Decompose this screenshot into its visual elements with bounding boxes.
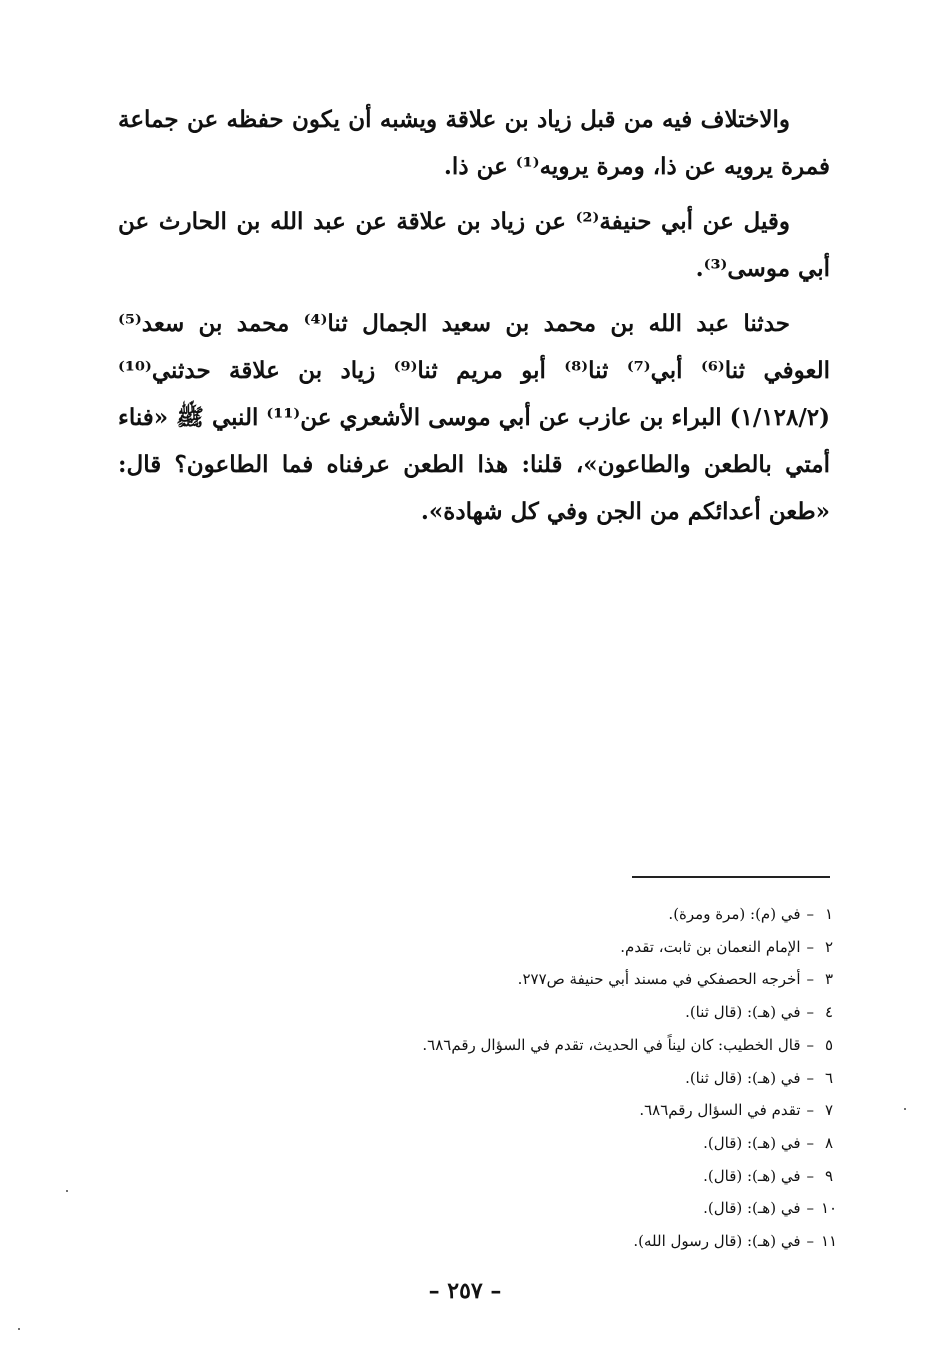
scan-speck — [18, 1328, 20, 1330]
footnote-text: تقدم في السؤال رقم٦٨٦. — [639, 1101, 801, 1120]
footnote-text: في (هـ): (قال ثنا). — [685, 1003, 801, 1022]
page-number: – ٢٥٧ – — [428, 1278, 502, 1304]
scan-speck — [66, 1190, 68, 1192]
footnotes-list — [278, 898, 838, 1258]
paragraph-1: والاختلاف فيه من قبل زياد بن علاقة ويشبه أن يكون حفظه عن جماعة فمرة يرويه عن ذا، ومرة يرويه⁽¹⁾ عن ذا. — [118, 106, 830, 180]
footnote-number: ٣ — [824, 970, 834, 989]
footnote-text: في (هـ): (قال). — [703, 1199, 801, 1218]
footnote-number: ٨ — [824, 1133, 834, 1152]
footnote-number: ٩ — [824, 1166, 834, 1185]
footnote-item: ٥–قال الخطيب: كان ليناً في الحديث، تقدم في السؤال رقم٦٨٦. — [278, 1029, 838, 1062]
footnote-item: ١١–في (هـ): (قال رسول الله). — [278, 1225, 838, 1258]
footnote-item: ٩–في (هـ): (قال). — [278, 1160, 838, 1193]
footnote-text: في (هـ): (قال ثنا). — [685, 1068, 801, 1087]
footnote-item: ٤–في (هـ): (قال ثنا). — [278, 996, 838, 1029]
footnote-text: في (هـ): (قال). — [703, 1166, 801, 1185]
footnote-number: ٥ — [824, 1035, 834, 1054]
footnote-number: ٤ — [824, 1003, 834, 1022]
footnote-text: الإمام النعمان بن ثابت، تقدم. — [620, 937, 801, 956]
footnote-number: ٧ — [824, 1101, 834, 1120]
footnote-text: في (هـ): (قال). — [703, 1133, 801, 1152]
footnote-item: ١–في (م): (مرة ومرة). — [278, 898, 838, 931]
footnote-separator — [632, 876, 830, 878]
footnote-item: ٦–في (هـ): (قال ثنا). — [278, 1062, 838, 1095]
footnote-item: ١٠–في (هـ): (قال). — [278, 1192, 838, 1225]
footnote-text: في (هـ): (قال رسول الله). — [633, 1232, 801, 1251]
footnote-item: ٢–الإمام النعمان بن ثابت، تقدم. — [278, 931, 838, 964]
main-text — [118, 96, 830, 535]
footnote-text: أخرجه الحصفكي في مسند أبي حنيفة ص٢٧٧. — [517, 970, 801, 989]
paragraph-2: وقيل عن أبي حنيفة⁽²⁾ عن زياد بن علاقة عن عبد الله بن الحارث عن أبي موسى⁽³⁾. — [118, 208, 830, 282]
footnote-number: ١٠ — [820, 1199, 838, 1218]
footnote-item: ٣–أخرجه الحصفكي في مسند أبي حنيفة ص٢٧٧. — [278, 963, 838, 996]
footnote-text: في (م): (مرة ومرة). — [668, 905, 801, 923]
footnote-item: ٧–تقدم في السؤال رقم٦٨٦. — [278, 1094, 838, 1127]
footnote-text: قال الخطيب: كان ليناً في الحديث، تقدم في السؤال رقم٦٨٦. — [422, 1035, 801, 1054]
footnote-number: ١ — [824, 905, 834, 923]
paragraph-3: حدثنا عبد الله بن محمد بن سعيد الجمال ثنا⁽⁴⁾ محمد بن سعد⁽⁵⁾ العوفي ثنا⁽⁶⁾ أبي⁽⁷⁾ ثنا⁽⁸⁾ أبو مريم ثنا⁽⁹⁾ زياد بن علاقة حدثني⁽¹⁰⁾ (١/١٢٨/٢) البراء بن عازب عن أبي موسى الأشعري عن⁽¹¹⁾ النبي ﷺ «فناء أمتي بالطعن والطاعون»، قلنا: هذا الطعن عرفناه فما الطاعون؟ قال: «طعن أعدائكم من الجن وفي كل شهادة». — [118, 310, 830, 525]
footnote-item: ٨–في (هـ): (قال). — [278, 1127, 838, 1160]
scan-speck — [904, 1108, 906, 1110]
footnote-number: ٦ — [824, 1068, 834, 1087]
footnote-number: ١١ — [820, 1232, 838, 1251]
footnote-number: ٢ — [824, 937, 834, 956]
